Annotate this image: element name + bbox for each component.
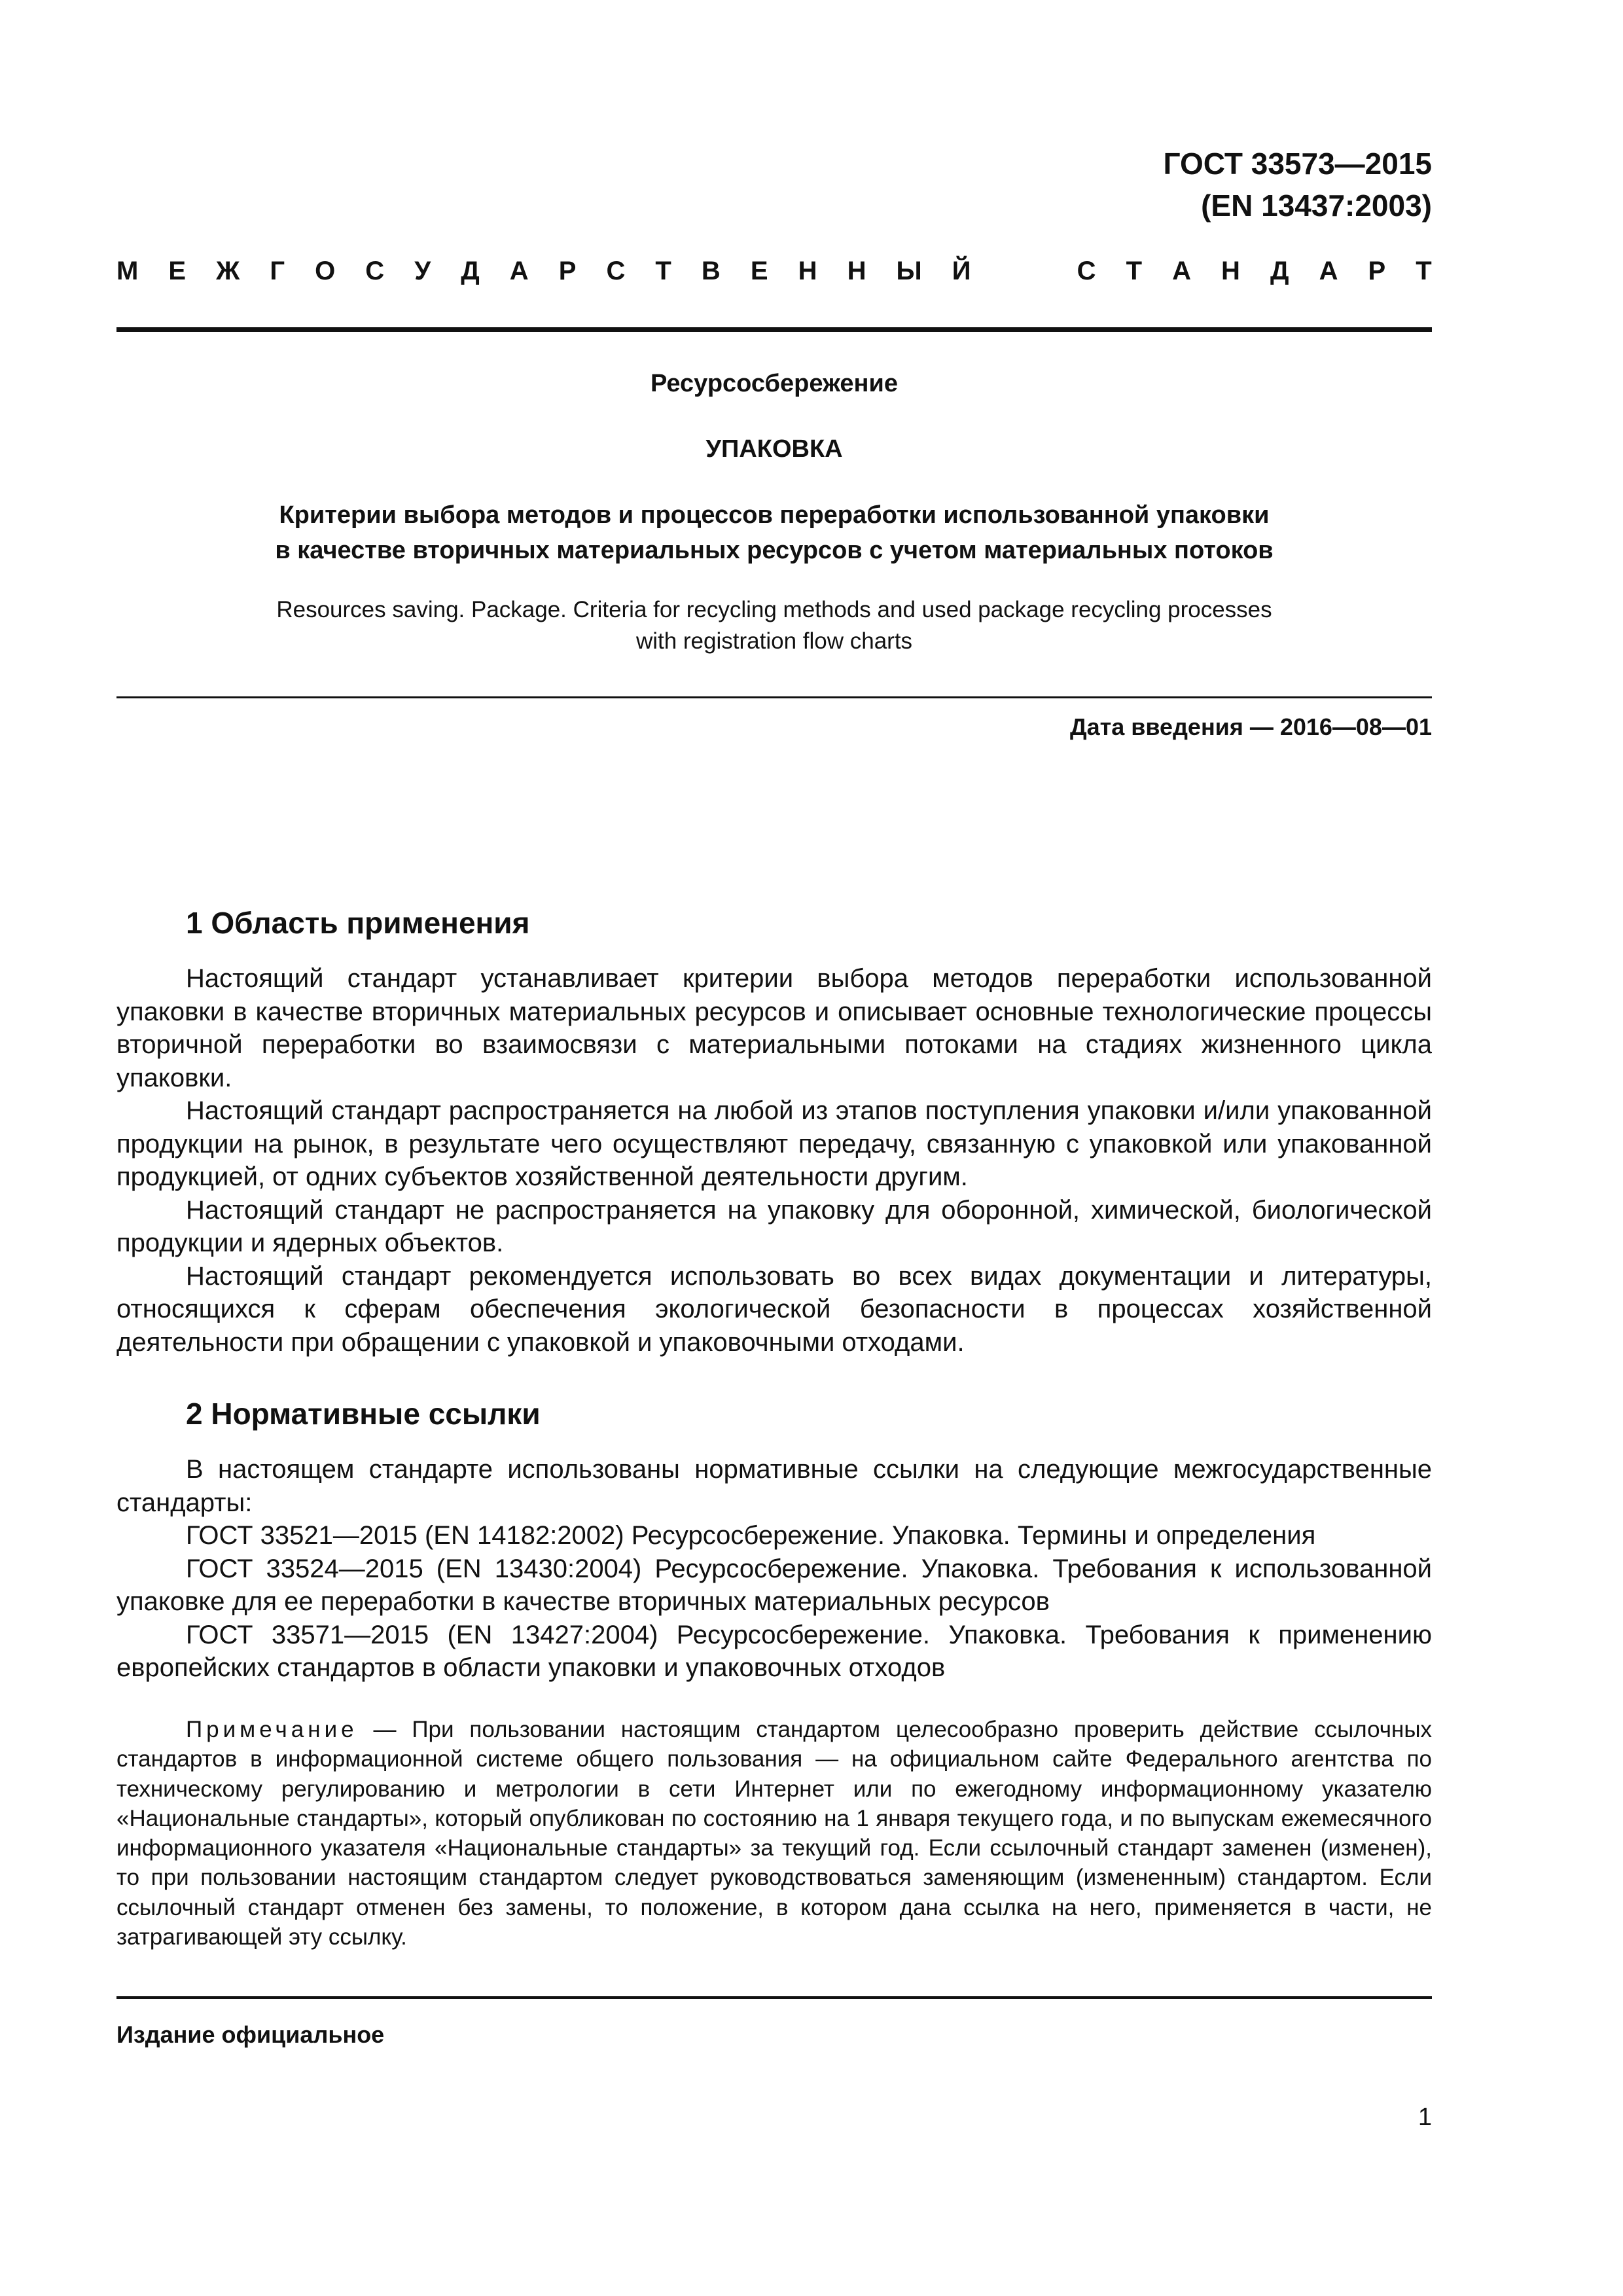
english-title-line: with registration flow charts xyxy=(635,628,913,654)
banner-letter: С xyxy=(606,257,626,285)
banner-letter: Е xyxy=(168,257,187,285)
reference-item: ГОСТ 33521—2015 (EN 14182:2002) Ресурсосбережение. Упаковка. Термины и определения xyxy=(186,1521,1316,1550)
banner-letter: Р xyxy=(1368,257,1386,285)
banner-letter: Н xyxy=(847,257,866,285)
section-heading-references: 2 Нормативные ссылки xyxy=(186,1397,541,1431)
reference-item: ГОСТ 33571—2015 (EN 13427:2004) Ресурсосбережение. Упаковка. Требования к применению европейских стандартов в области упаковки и упаковочных отходов xyxy=(116,1620,1432,1682)
section-references-body xyxy=(116,1453,1432,1685)
official-edition-label: Издание официальное xyxy=(116,2021,385,2048)
banner-letter: Г xyxy=(270,257,285,285)
references-note xyxy=(116,1715,1432,1952)
banner-letter: О xyxy=(315,257,336,285)
banner-letter: Н xyxy=(1221,257,1240,285)
banner-letter: Й xyxy=(952,257,971,285)
banner-letter: Д xyxy=(1270,257,1289,285)
banner-letter: Т xyxy=(1416,257,1432,285)
banner-letter: А xyxy=(1172,257,1191,285)
banner-letter: Е xyxy=(750,257,768,285)
title-divider xyxy=(116,696,1432,698)
banner-letter: У xyxy=(414,257,431,285)
designation-en: (EN 13437:2003) xyxy=(1201,188,1432,223)
banner-letter: С xyxy=(365,257,385,285)
title-group: Ресурсосбережение xyxy=(651,370,898,397)
banner-letter: Т xyxy=(1126,257,1143,285)
banner-letter: Н xyxy=(798,257,817,285)
banner-letter: Р xyxy=(558,257,577,285)
banner-word-gap xyxy=(1001,254,1047,288)
paragraph: Настоящий стандарт устанавливает критерии выбора методов переработки использованной упаковки в качестве вторичных материальных ресурсов и описывает основные технологические процессы вторичной переработки во взаимосвязи с материальными потоками на стадиях жизненного цикла упаковки. xyxy=(116,964,1432,1092)
standard-type-banner xyxy=(116,254,1432,288)
standard-designation xyxy=(1164,143,1432,226)
banner-letter: С xyxy=(1077,257,1096,285)
section-scope-body xyxy=(116,962,1432,1359)
note-label: Примечание xyxy=(186,1717,358,1742)
paragraph: В настоящем стандарте использованы нормативные ссылки на следующие межгосударственные стандарты: xyxy=(116,1455,1432,1517)
english-title-line: Resources saving. Package. Criteria for recycling methods and used package recycling processes xyxy=(276,597,1272,622)
title-main: УПАКОВКА xyxy=(705,435,843,463)
footer-divider xyxy=(116,1996,1432,1999)
paragraph: Настоящий стандарт распространяется на любой из этапов поступления упаковки и/или упакованной продукции на рынок, в результате чего осуществляют передачу, связанную с упаковкой или упакованной продукцией, от одних субъектов хозяйственной деятельности другим. xyxy=(116,1096,1432,1191)
subtitle-line: Критерии выбора методов и процессов переработки использованной упаковки xyxy=(279,501,1270,529)
banner-letter: Т xyxy=(655,257,671,285)
paragraph: Настоящий стандарт рекомендуется использовать во всех видах документации и литературы, относящихся к сферам обеспечения экологической безопасности в процессах хозяйственной деятельности при обращении с упаковкой и упаковочными отходами. xyxy=(116,1261,1432,1357)
banner-letter: Ж xyxy=(216,257,240,285)
subtitle-line: в качестве вторичных материальных ресурсов с учетом материальных потоков xyxy=(275,537,1274,564)
banner-letter: Д xyxy=(461,257,480,285)
introduction-date: Дата введения — 2016—08—01 xyxy=(1069,713,1432,740)
banner-letter: В xyxy=(701,257,721,285)
reference-item: ГОСТ 33524—2015 (EN 13430:2004) Ресурсосбережение. Упаковка. Требования к использованной упаковке для ее переработки в качестве вторичных материальных ресурсов xyxy=(116,1554,1432,1616)
note-paragraph xyxy=(116,1715,1432,1952)
page-number: 1 xyxy=(1418,2104,1432,2131)
banner-letter: Ы xyxy=(896,257,922,285)
banner-letter: А xyxy=(1319,257,1338,285)
banner-letter: М xyxy=(116,257,139,285)
english-title xyxy=(116,594,1432,657)
banner-letter: А xyxy=(509,257,529,285)
note-text: — При пользовании настоящим стандартом целесообразно проверить действие ссылочных стандартов в информационной системе общего пользования — на официальном сайте Федерального агентства по техническому регулированию и метрологии в сети Интернет или по ежегодному информационному указателю «Национальные стандарты», который опубликован по состоянию на 1 января текущего года, и по выпускам ежемесячного информационного указателя «Национальные стандарты» за текущий год. Если ссылочный стандарт заменен (изменен), то при пользовании настоящим стандартом следует руководствоваться заменяющим (измененным) стандартом. Если ссылочный стандарт отменен без замены, то положение, в котором дана ссылка на него, применяется в части, не затрагивающей эту ссылку. xyxy=(116,1717,1432,1950)
designation-gost: ГОСТ 33573—2015 xyxy=(1163,147,1432,181)
section-heading-scope: 1 Область применения xyxy=(186,906,530,940)
header-divider xyxy=(116,327,1432,332)
paragraph: Настоящий стандарт не распространяется на упаковку для оборонной, химической, биологической продукции и ядерных объектов. xyxy=(116,1195,1432,1257)
title-subtitle xyxy=(116,497,1432,568)
